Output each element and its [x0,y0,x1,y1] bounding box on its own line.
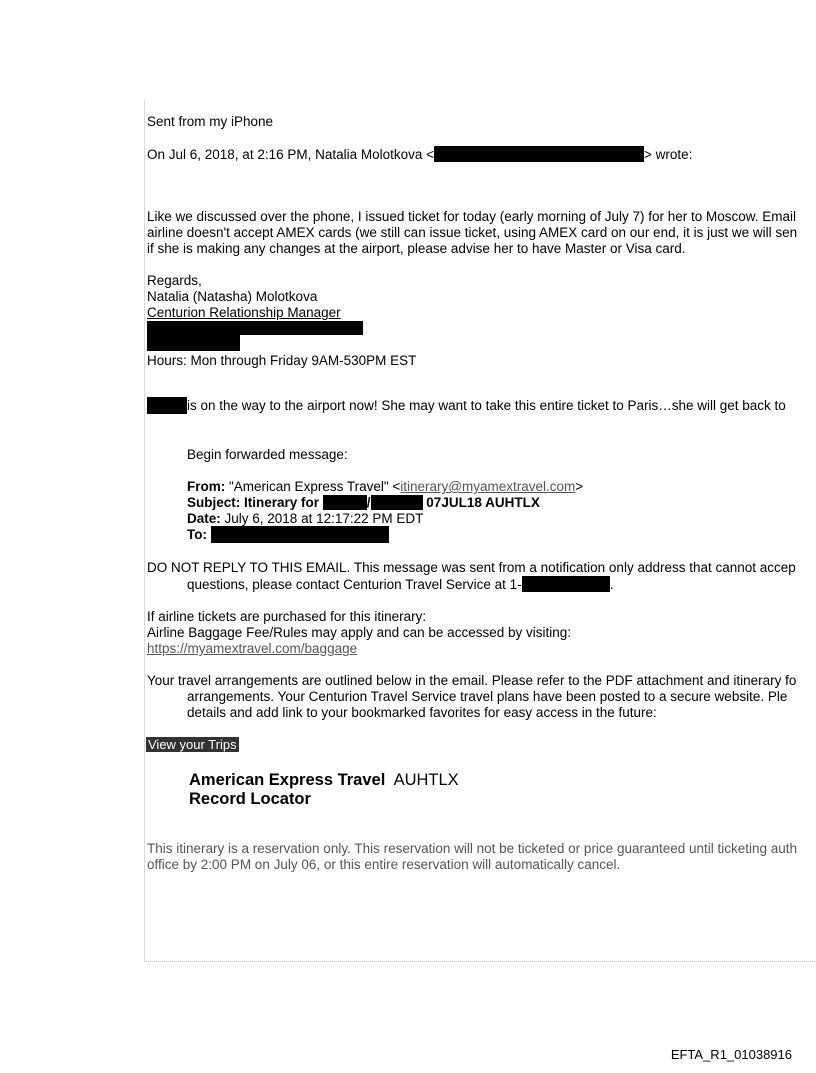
forward-date [187,511,423,526]
redacted-subject-1 [323,495,367,510]
regards: Regards, [147,273,202,288]
disclaimer-line-2: office by 2:00 PM on July 06, or this entire reservation will automatically cancel. [147,857,621,872]
from-close: > [575,479,584,494]
from-name: "American Express Travel" < [229,479,401,494]
body-line-1: Like we discussed over the phone, I issued ticket for today (early morning of July 7) for her to Moscow. Email [147,209,797,224]
signature-name: Natalia (Natasha) Molotkova [147,289,318,304]
from-email-link[interactable]: itinerary@myamextravel.com [400,479,576,494]
document-id: EFTA_R1_01038916 [670,1047,792,1062]
forward-to [187,527,207,542]
redacted-email [434,146,644,162]
notice-line-1: DO NOT REPLY TO THIS EMAIL. This message was sent from a notification only address that cannot accep [147,560,796,575]
view-trips-button[interactable]: View your Trips [148,737,237,752]
body-line-3: if she is making any changes at the airport, please advise her to have Master or Visa card. [147,241,686,256]
date-value: July 6, 2018 at 12:17:22 PM EDT [224,511,424,526]
to-label: To: [187,527,207,542]
quote-header-prefix: On Jul 6, 2018, at 2:16 PM, Natalia Molotkova < [147,147,435,162]
notice-line-2-prefix: questions, please contact Centurion Travel Service at 1- [187,577,522,592]
subject-label: Subject: Itinerary for [187,495,323,510]
redacted-subject-2 [371,495,423,510]
arrangements-line-1: Your travel arrangements are outlined below in the email. Please refer to the PDF attachment and itinerary fo [147,673,797,688]
sent-from-line: Sent from my iPhone [147,114,274,129]
baggage-line-2: Airline Baggage Fee/Rules may apply and can be accessed by visiting: [147,625,571,640]
hours: Hours: Mon through Friday 9AM-530PM EST [147,353,417,368]
redacted-recipient [211,526,389,543]
redacted-signature-line2 [147,335,240,351]
from-label: From: [187,479,229,494]
record-heading [189,771,459,790]
on-the-way-line: is on the way to the airport now! She may want to take this entire ticket to Paris…she will get back to [187,398,786,413]
baggage-link[interactable]: https://myamextravel.com/baggage [147,641,358,656]
signature-title: Centurion Relationship Manager [147,305,341,320]
forward-subject [187,495,540,510]
record-label: Record Locator [189,790,311,808]
redacted-name [147,397,187,414]
forward-from [187,479,583,494]
redacted-signature-line1 [147,321,363,335]
record-code: AUHTLX [393,771,459,789]
disclaimer-line-1: This itinerary is a reservation only. This reservation will not be ticketed or price guaranteed until ticketing auth [147,841,798,856]
baggage-link-row [147,641,357,656]
forward-begin: Begin forwarded message: [187,447,348,462]
notice-line-2-suffix: . [609,577,614,592]
date-label: Date: [187,511,225,526]
redacted-phone [522,576,610,592]
notice-line-2 [187,576,613,592]
baggage-line-1: If airline tickets are purchased for this itinerary: [147,609,427,624]
quote-header [147,146,692,162]
subject-slash: / [366,495,371,510]
record-company: American Express Travel [189,771,386,789]
body-line-2: airline doesn't accept AMEX cards (we still can issue ticket, using AMEX card on our end, it is just we will sen [147,225,798,240]
quote-header-suffix: > wrote: [644,147,693,162]
subject-suffix: 07JUL18 AUHTLX [422,495,540,510]
arrangements-line-2: arrangements. Your Centurion Travel Service travel plans have been posted to a secure website. Ple [187,689,788,704]
arrangements-line-3: details and add link to your bookmarked favorites for easy access in the future: [187,705,657,720]
